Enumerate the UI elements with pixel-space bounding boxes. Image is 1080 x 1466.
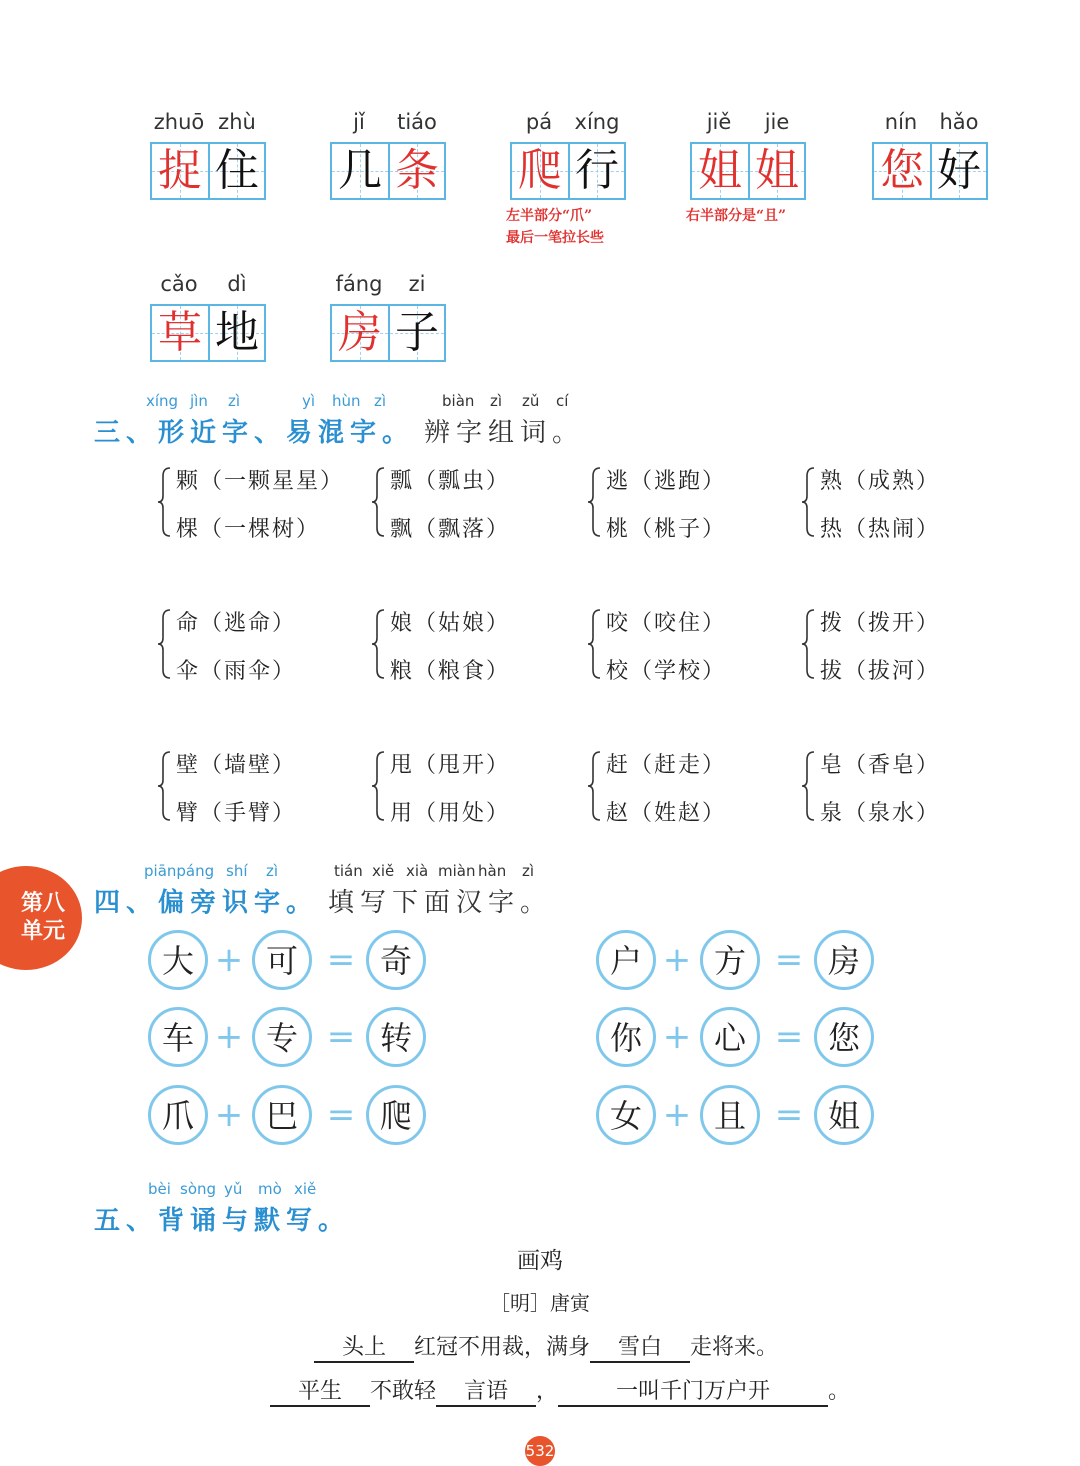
- pinyin: zì: [266, 862, 279, 880]
- pair-word: 用（用处）: [390, 801, 511, 826]
- unit-tab: [0, 866, 82, 970]
- brace-icon: [586, 746, 602, 826]
- pinyin: xiě: [372, 862, 395, 880]
- note-jie: [686, 205, 786, 227]
- pinyin: jìn: [190, 392, 208, 410]
- tianzige-box: [872, 142, 988, 200]
- pinyin: piānpáng: [144, 862, 215, 880]
- unit-tab-line2: 单元: [20, 919, 65, 944]
- pinyin: xià: [406, 862, 429, 880]
- equals-icon: =: [774, 940, 804, 980]
- char-pair: [156, 604, 356, 684]
- radical-equation: [148, 1007, 438, 1073]
- poem-line-1: [314, 1330, 778, 1363]
- pair-word: 热（热闹）: [820, 517, 941, 542]
- pair-word: 赶（赶走）: [606, 753, 727, 778]
- component-circle: 且: [700, 1085, 760, 1145]
- tianzige-box: [150, 142, 266, 200]
- pair-word: 赵（姓赵）: [606, 801, 727, 826]
- pinyin: xíng: [146, 392, 179, 410]
- pair-word: 壁（墙壁）: [176, 753, 297, 778]
- radical-circle: 女: [596, 1085, 656, 1145]
- equals-icon: =: [326, 1017, 356, 1057]
- component-circle: 巴: [252, 1085, 312, 1145]
- char-pair: [586, 746, 786, 826]
- note-line: 最后一笔拉长些: [506, 230, 604, 246]
- section-4-heading: [94, 862, 694, 918]
- char-pair: [370, 746, 570, 826]
- radical-circle: 你: [596, 1007, 656, 1067]
- section-title: 四、偏旁识字。: [94, 888, 319, 918]
- poem-line-2: [270, 1374, 850, 1407]
- section-title: 三、形近字、易混字。: [94, 418, 415, 448]
- char: 草: [158, 307, 202, 358]
- poem-text: 走将来。: [690, 1335, 779, 1360]
- pinyin: cí: [556, 392, 569, 410]
- poem-text: 红冠不用裁，满身: [414, 1335, 591, 1360]
- char-pair: [370, 604, 570, 684]
- pinyin: shí: [226, 862, 248, 880]
- section-instruction: 填写下面汉字。: [328, 888, 553, 918]
- char-pair: [800, 604, 1000, 684]
- poem-title: 画鸡: [517, 1248, 563, 1274]
- pinyin: dì: [227, 272, 247, 296]
- char-pair: [156, 746, 356, 826]
- equals-icon: =: [774, 1095, 804, 1135]
- pinyin: zhù: [218, 110, 256, 134]
- char: 地: [215, 307, 259, 358]
- plus-icon: +: [214, 1017, 244, 1057]
- pair-word: 校（学校）: [606, 659, 727, 684]
- char-pair: [586, 462, 786, 542]
- radical-equation: [596, 1085, 886, 1151]
- pair-word: 瓢（瓢虫）: [390, 469, 511, 494]
- char: 姐: [698, 145, 742, 196]
- tianzige-box: [150, 304, 266, 362]
- pair-word: 拔（拔河）: [820, 659, 941, 684]
- pinyin: hùn: [332, 392, 361, 410]
- pair-word: 逃（逃跑）: [606, 469, 727, 494]
- radical-equation: [148, 930, 438, 996]
- radical-circle: 爪: [148, 1085, 208, 1145]
- brace-icon: [370, 746, 386, 826]
- tianzige-box: [690, 142, 806, 200]
- poem-author: ［明］唐寅: [490, 1291, 590, 1315]
- equals-icon: =: [326, 1095, 356, 1135]
- answer-blank: 雪白: [590, 1330, 690, 1363]
- char: 您: [880, 145, 924, 196]
- brace-icon: [370, 604, 386, 684]
- pinyin: yǔ: [224, 1180, 243, 1198]
- pinyin: zi: [408, 272, 426, 296]
- tianzige-box: [330, 304, 446, 362]
- poem-text: 。: [828, 1379, 851, 1404]
- radical-circle: 户: [596, 930, 656, 990]
- pinyin: zǔ: [522, 392, 540, 410]
- pair-word: 甩（甩开）: [390, 753, 511, 778]
- component-circle: 专: [252, 1007, 312, 1067]
- pair-word: 熟（成熟）: [820, 469, 941, 494]
- pinyin: cǎo: [160, 272, 198, 296]
- section-instruction: 辨字组词。: [424, 418, 585, 448]
- tianzige-box: [510, 142, 626, 200]
- char: 条: [395, 145, 439, 196]
- answer-blank: 一叫千门万户开: [558, 1374, 828, 1407]
- section-title: 五、背诵与默写。: [94, 1206, 351, 1236]
- pinyin: jiě: [706, 110, 732, 134]
- pair-word: 粮（粮食）: [390, 659, 511, 684]
- brace-icon: [156, 462, 172, 542]
- pair-word: 颗（一颗星星）: [176, 469, 345, 494]
- component-circle: 可: [252, 930, 312, 990]
- result-circle: 转: [366, 1007, 426, 1067]
- pinyin: zì: [490, 392, 503, 410]
- pinyin: nín: [884, 110, 918, 134]
- pair-word: 皂（香皂）: [820, 753, 941, 778]
- pinyin: hǎo: [939, 110, 979, 134]
- char-pair: [800, 746, 1000, 826]
- pinyin: tián: [334, 862, 363, 880]
- char: 姐: [755, 145, 799, 196]
- brace-icon: [156, 604, 172, 684]
- pinyin: zì: [522, 862, 535, 880]
- plus-icon: +: [662, 1017, 692, 1057]
- radical-equation: [596, 930, 886, 996]
- pair-word: 命（逃命）: [176, 611, 297, 636]
- radical-equation: [148, 1085, 438, 1151]
- equals-icon: =: [326, 940, 356, 980]
- pinyin: mò: [258, 1180, 282, 1198]
- pair-word: 臂（手臂）: [176, 801, 297, 826]
- tianzige-box: [330, 142, 446, 200]
- pinyin: sòng: [180, 1180, 217, 1198]
- brace-icon: [800, 462, 816, 542]
- pinyin: miàn: [438, 862, 476, 880]
- char: 爬: [518, 145, 562, 196]
- pair-word: 伞（雨伞）: [176, 659, 297, 684]
- result-circle: 奇: [366, 930, 426, 990]
- pair-word: 飘（飘落）: [390, 517, 511, 542]
- pinyin: zhuō: [153, 110, 205, 134]
- section-3-heading: [94, 392, 694, 448]
- pinyin: biàn: [442, 392, 475, 410]
- answer-blank: 平生: [270, 1374, 370, 1407]
- section-5-heading: [94, 1180, 494, 1236]
- brace-icon: [586, 462, 602, 542]
- radical-circle: 车: [148, 1007, 208, 1067]
- answer-blank: 头上: [314, 1330, 414, 1363]
- brace-icon: [800, 746, 816, 826]
- note-line: 左半部分“爪”: [506, 208, 593, 224]
- plus-icon: +: [214, 1095, 244, 1135]
- answer-blank: 言语: [436, 1374, 536, 1407]
- pair-word: 咬（咬住）: [606, 611, 727, 636]
- result-circle: 房: [814, 930, 874, 990]
- pinyin: zì: [228, 392, 241, 410]
- pair-word: 拨（拨开）: [820, 611, 941, 636]
- brace-icon: [800, 604, 816, 684]
- note-line: 右半部分是“且”: [686, 208, 787, 224]
- radical-equation: [596, 1007, 886, 1073]
- char: 好: [937, 145, 981, 196]
- radical-circle: 大: [148, 930, 208, 990]
- char: 子: [395, 307, 439, 358]
- char-pair: [156, 462, 356, 542]
- char: 几: [338, 145, 382, 196]
- equals-icon: =: [774, 1017, 804, 1057]
- result-circle: 您: [814, 1007, 874, 1067]
- char: 房: [338, 307, 382, 358]
- poem-text: 不敢轻: [370, 1379, 437, 1404]
- component-circle: 方: [700, 930, 760, 990]
- result-circle: 姐: [814, 1085, 874, 1145]
- pinyin: hàn: [478, 862, 507, 880]
- pinyin: bèi: [148, 1180, 171, 1198]
- char-pair: [586, 604, 786, 684]
- pair-word: 泉（泉水）: [820, 801, 941, 826]
- pair-word: 棵（一棵树）: [176, 517, 321, 542]
- brace-icon: [156, 746, 172, 826]
- pinyin: yì: [302, 392, 316, 410]
- pinyin: zì: [374, 392, 387, 410]
- brace-icon: [586, 604, 602, 684]
- pair-word: 娘（姑娘）: [390, 611, 511, 636]
- poem-text: ，: [536, 1379, 559, 1404]
- char: 行: [575, 145, 619, 196]
- plus-icon: +: [662, 940, 692, 980]
- component-circle: 心: [700, 1007, 760, 1067]
- char: 捉: [158, 145, 202, 196]
- pinyin: xiě: [294, 1180, 317, 1198]
- char-pair: [800, 462, 1000, 542]
- char-pair: [370, 462, 570, 542]
- pinyin: tiáo: [397, 110, 437, 134]
- brace-icon: [370, 462, 386, 542]
- pair-word: 桃（桃子）: [606, 517, 727, 542]
- page-number: 532: [525, 1436, 555, 1466]
- char: 住: [215, 145, 259, 196]
- note-pa: [506, 205, 604, 249]
- pinyin: jie: [764, 110, 790, 134]
- pinyin: fáng: [335, 272, 383, 296]
- plus-icon: +: [214, 940, 244, 980]
- pinyin: xíng: [574, 110, 620, 134]
- unit-tab-line1: 第八: [20, 891, 65, 916]
- result-circle: 爬: [366, 1085, 426, 1145]
- pinyin: jǐ: [353, 110, 365, 134]
- pinyin: pá: [525, 110, 553, 134]
- plus-icon: +: [662, 1095, 692, 1135]
